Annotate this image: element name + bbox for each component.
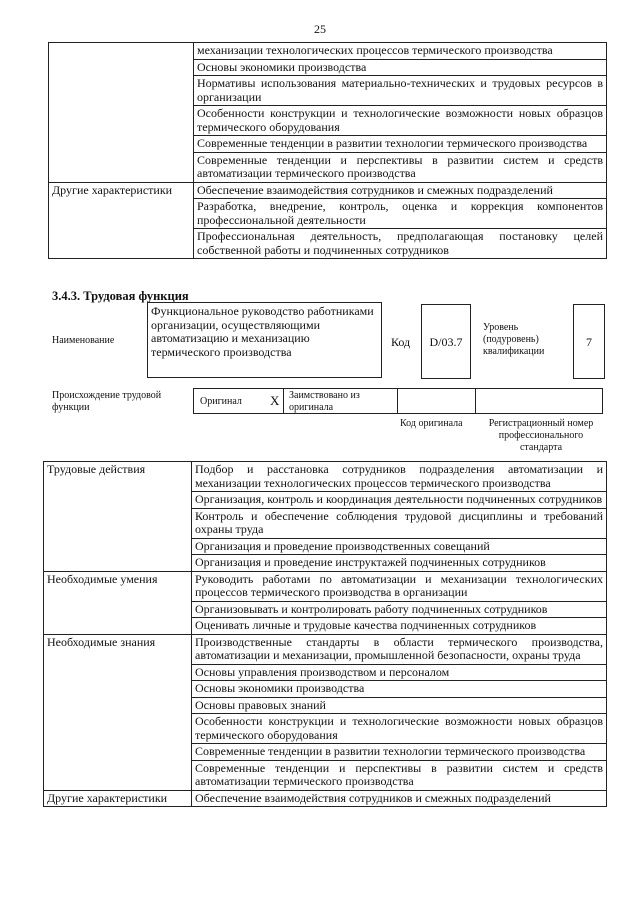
row-text: Основы экономики производства — [194, 59, 607, 76]
origin-row — [193, 388, 603, 414]
table-row — [44, 462, 607, 492]
group-item: Контроль и обеспечение соблюдения трудовой дисциплины и требований охраны труда — [192, 508, 607, 538]
row-label — [49, 43, 194, 183]
level-value: 7 — [586, 335, 592, 349]
row-text: Обеспечение взаимодействия сотрудников и смежных подразделений — [194, 182, 607, 199]
original-label: Оригинал — [200, 396, 242, 407]
table-row — [44, 634, 607, 664]
row-text: механизации технологических процессов термического производства — [194, 43, 607, 60]
origin-label: Происхождение трудовой функции — [52, 390, 162, 413]
origin-divider — [475, 389, 476, 413]
borrowed-label: Заимствовано из оригинала — [289, 390, 360, 413]
name-value: Функциональное руководство работниками организации, осуществляющими автоматизацию и механизацию термического производства — [151, 304, 374, 359]
group-label: Необходимые знания — [44, 634, 192, 790]
origin-divider — [283, 389, 284, 413]
code-value: D/03.7 — [429, 335, 463, 349]
name-value-box — [147, 302, 382, 378]
row-text: Современные тенденции в развитии технологии термического производства — [194, 136, 607, 153]
group-item: Современные тенденции и перспективы в развитии систем и средств автоматизации термического производства — [192, 760, 607, 790]
table-row — [44, 571, 607, 601]
group-item: Особенности конструкции и технологические возможности новых образцов термического оборудования — [192, 714, 607, 744]
table-row — [49, 43, 607, 60]
group-item: Организация и проведение производственных совещаний — [192, 538, 607, 555]
row-text: Профессиональная деятельность, предполагающая постановку целей собственной работы и подчиненных сотрудников — [194, 229, 607, 259]
row-text: Нормативы использования материально-технических и трудовых ресурсов в организации — [194, 76, 607, 106]
competency-table-continued — [48, 42, 607, 259]
row-text: Особенности конструкции и технологические возможности новых образцов термического оборудования — [194, 106, 607, 136]
group-item: Основы экономики производства — [192, 681, 607, 698]
group-label: Другие характеристики — [44, 790, 192, 807]
name-label: Наименование — [52, 335, 115, 346]
table-row — [49, 182, 607, 199]
group-item: Основы правовых знаний — [192, 697, 607, 714]
group-item: Обеспечение взаимодействия сотрудников и смежных подразделений — [192, 790, 607, 807]
group-label: Необходимые умения — [44, 571, 192, 634]
original-mark: X — [270, 393, 280, 408]
code-original-caption: Код оригинала — [400, 418, 463, 429]
reg-number-caption: Регистрационный номер профессионального стандарта — [488, 418, 594, 453]
level-value-box — [573, 304, 605, 379]
code-label: Код — [391, 335, 411, 349]
group-item: Подбор и расстановка сотрудников подразделения автоматизации и механизации технологических процессов термического производства — [192, 462, 607, 492]
level-label: Уровень (подуровень) квалификации — [483, 322, 545, 357]
row-label: Другие характеристики — [49, 182, 194, 259]
group-label: Трудовые действия — [44, 462, 192, 572]
function-table — [43, 461, 607, 807]
origin-divider — [397, 389, 398, 413]
group-item: Организовывать и контролировать работу подчиненных сотрудников — [192, 601, 607, 618]
group-item: Оценивать личные и трудовые качества подчиненных сотрудников — [192, 618, 607, 635]
code-value-box — [421, 304, 471, 379]
row-text: Разработка, внедрение, контроль, оценка и коррекция компонентов профессиональной деятельности — [194, 199, 607, 229]
group-item: Современные тенденции в развитии технологии термического производства — [192, 744, 607, 761]
row-text: Современные тенденции и перспективы в развитии систем и средств автоматизации термического производства — [194, 152, 607, 182]
group-item: Основы управления производством и персоналом — [192, 664, 607, 681]
table-row — [44, 790, 607, 807]
group-item: Организация и проведение инструктажей подчиненных сотрудников — [192, 555, 607, 572]
page-number: 25 — [314, 22, 326, 36]
group-item: Руководить работами по автоматизации и механизации технологических процессов термического производства в организации — [192, 571, 607, 601]
group-item: Организация, контроль и координация деятельности подчиненных сотрудников — [192, 492, 607, 509]
section-heading: 3.4.3. Трудовая функция — [52, 289, 189, 303]
group-item: Производственные стандарты в области термического производства, автоматизации и механизации, промышленной безопасности, охраны труда — [192, 634, 607, 664]
